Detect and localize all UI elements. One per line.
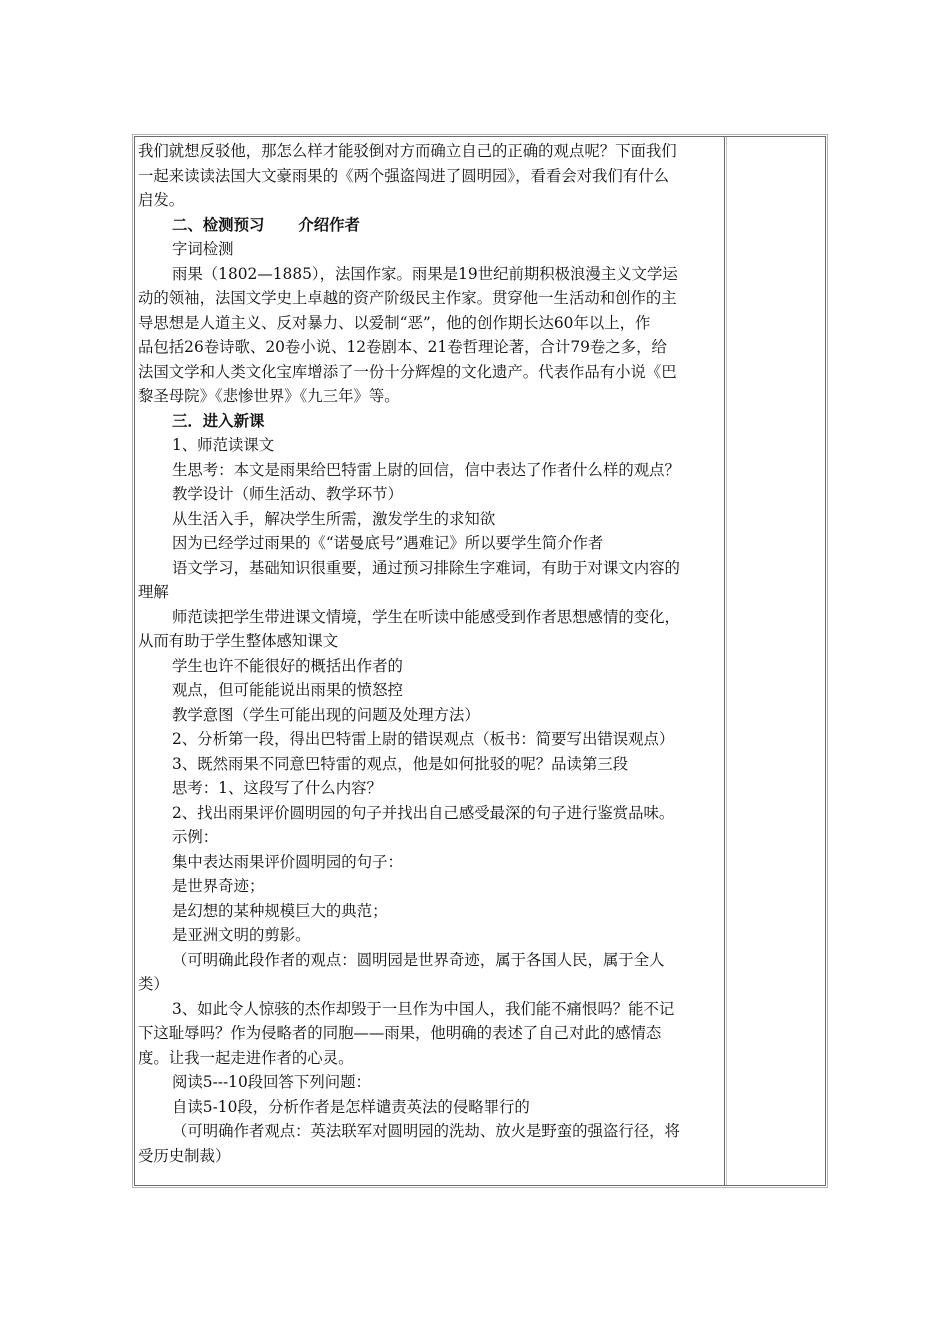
text-line: （可明确此段作者的观点：圆明园是世界奇迹，属于各国人民，属于全人 [172,950,665,969]
text-line: 导思想是人道主义、反对暴力、以爱制“恶”，他的创作期长达60年以上，作 [138,313,651,332]
text-line: 是亚洲文明的剪影。 [172,926,311,944]
text-line: 类） [138,975,169,993]
text-line: 自读5-10段，分析作者是怎样谴责英法的侵略罪行的 [172,1097,530,1116]
section-heading-preview [138,213,723,238]
text-line: 观点，但可能能说出雨果的愤怒控 [172,681,403,699]
text-line: 2、找出雨果评价圆明园的句子并找出自己感受最深的句子进行鉴赏品味。 [172,803,675,822]
text-line: 教学设计（师生活动、教学环节） [172,485,403,503]
text-line: 3、既然雨果不同意巴特雷的观点，他是如何批驳的呢？品读第三段 [172,754,629,773]
text-line: 是世界奇迹； [172,877,265,895]
section-heading-3: 三．进入新课 [172,411,265,430]
text-line: 字词检测 [172,240,234,258]
text-line: 1、师范读课文 [172,436,275,454]
text-line: 是幻想的某种规模巨大的典范； [172,901,388,920]
section-heading-2: 二、检测预习 [172,215,265,234]
text-line: 因为已经学过雨果的《“诺曼底号”遇难记》所以要学生简介作者 [172,534,604,552]
text-line: 受历史制裁） [138,1146,231,1165]
text-line: 2、分析第一段，得出巴特雷上尉的错误观点（板书：简要写出错误观点） [172,730,675,748]
text-line: 学生也许不能很好的概括出作者的 [172,656,403,675]
notes-column-cell [727,137,825,1185]
lesson-table [134,136,826,1186]
text-line: 从生活入手，解决学生所需，激发学生的求知欲 [172,509,496,528]
text-line: 师范读把学生带进课文情境，学生在听读中能感受到作者思想感情的变化， [172,607,680,626]
text-line: 下这耻辱吗？作为侵略者的同胞——雨果，他明确的表述了自己对此的感情态 [138,1024,662,1042]
lesson-content-cell [138,139,723,1168]
text-line: 理解 [138,583,169,601]
text-line: 一起来读读法国大文豪雨果的《两个强盗闯进了圆明园》，看看会对我们有什么 [138,166,669,185]
text-line: 动的领袖，法国文学史上卓越的资产阶级民主作家。贯穿他一生活动和创作的主 [138,289,677,307]
text-line: 法国文学和人类文化宝库增添了一份十分辉煌的文化遗产。代表作品有小说《巴 [138,362,677,381]
text-line: 黎圣母院》《悲惨世界》《九三年》等。 [138,387,400,405]
text-line: 雨果（1802—1885），法国作家。雨果是19世纪前期积极浪漫主义文学运 [172,264,678,283]
text-line: 品包括26卷诗歌、20卷小说、12卷剧本、21卷哲理论著，合计79卷之多，给 [138,338,667,356]
text-line: （可明确作者观点：英法联军对圆明园的洗劫、放火是野蛮的强盗行径，将 [172,1122,680,1140]
text-line: 从而有助于学生整体感知课文 [138,632,339,650]
text-line: 3、如此令人惊骇的杰作却毁于一旦作为中国人，我们能不痛恨吗？能不记 [172,999,675,1018]
text-line: 度。让我一起走进作者的心灵。 [138,1048,354,1067]
text-line: 启发。 [138,191,185,209]
text-line: 集中表达雨果评价圆明园的句子： [172,852,403,871]
text-line: 思考：1、这段写了什么内容？ [172,779,382,797]
text-line: 教学意图（学生可能出现的问题及处理方法） [172,705,480,724]
text-line: 我们就想反驳他，那怎么样才能驳倒对方而确立自己的正确的观点呢？下面我们 [138,142,677,160]
column-divider [724,137,725,1185]
text-line: 语文学习，基础知识很重要，通过预习排除生字难词，有助于对课文内容的 [172,558,680,577]
text-line: 生思考：本文是雨果给巴特雷上尉的回信，信中表达了作者什么样的观点？ [172,460,680,479]
text-line: 阅读5---10段回答下列问题： [172,1073,371,1091]
section-subheading-author: 介绍作者 [298,215,360,234]
text-line: 示例： [172,828,219,846]
